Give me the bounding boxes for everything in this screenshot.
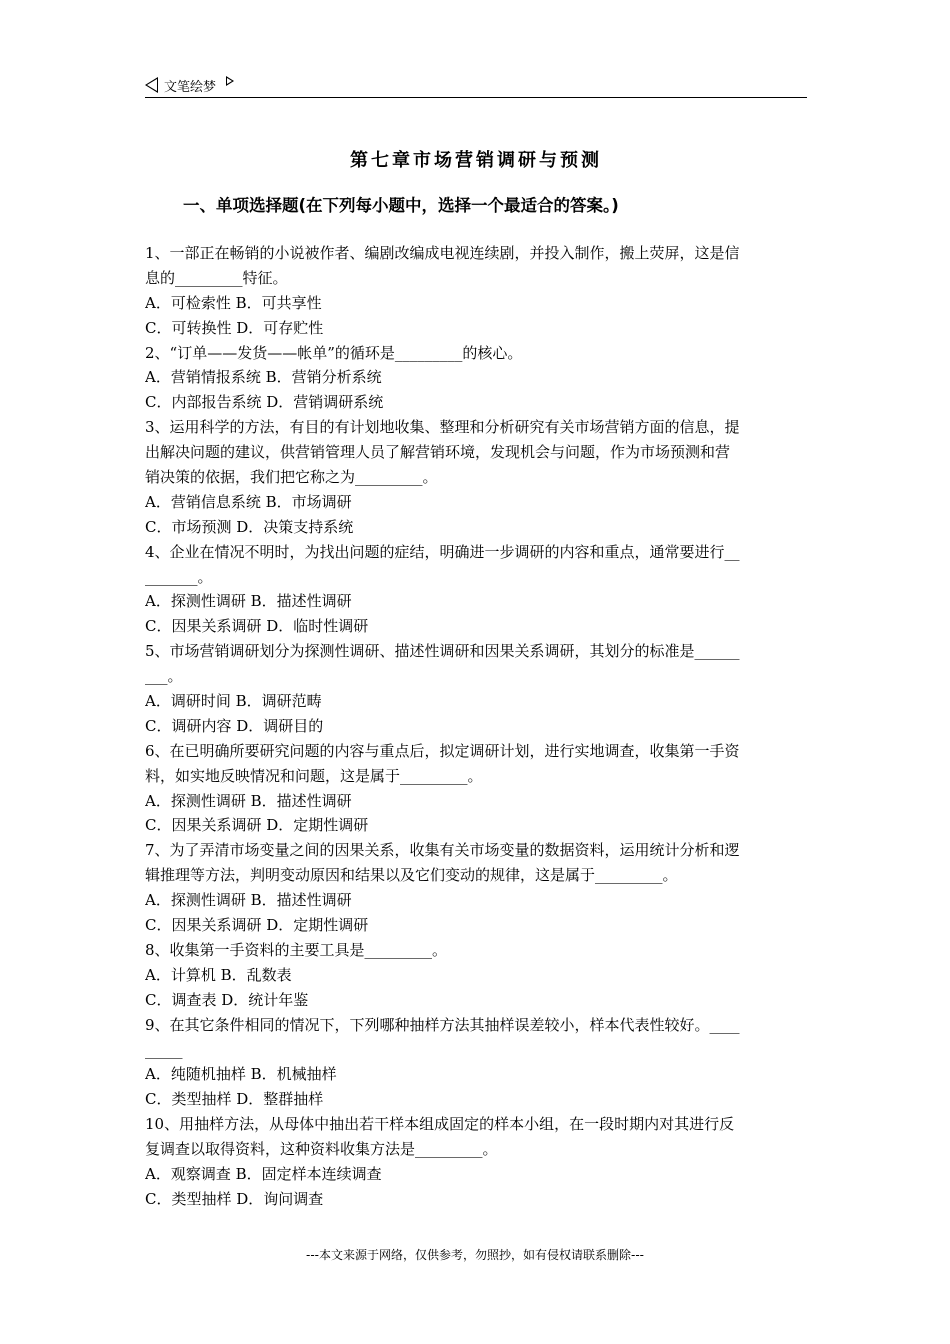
- text-line: A．观察调查 B．固定样本连续调查: [145, 1164, 382, 1183]
- section-heading: 一、单项选择题(在下列每小题中，选择一个最适合的答案。): [183, 196, 619, 215]
- text-line: 10、用抽样方法，从母体中抽出若干样本组成固定的样本小组，在一段时期内对其进行反: [145, 1115, 735, 1134]
- header-text: 文笔绘梦: [164, 79, 217, 95]
- question-list: [145, 241, 807, 1212]
- text-line: 销决策的依据，我们把它称之为_________。: [145, 468, 438, 487]
- text-line: C．调研内容 D．调研目的: [145, 716, 324, 735]
- text-line: C．因果关系调研 D．定期性调研: [145, 816, 369, 835]
- text-line: 9、在其它条件相同的情况下，下列哪种抽样方法其抽样误差较小，样本代表性较好。____: [145, 1015, 740, 1034]
- text-line: 息的_________特征。: [145, 268, 288, 287]
- text-line: 复调查以取得资料，这种资料收集方法是_________。: [145, 1140, 498, 1159]
- text-line: A．探测性调研 B．描述性调研: [145, 791, 352, 810]
- text-line: A．探测性调研 B．描述性调研: [145, 891, 352, 910]
- text-line: A．计算机 B．乱数表: [145, 965, 292, 984]
- text-line: 2、“订单——发货——帐单”的循环是_________的核心。: [145, 343, 523, 362]
- triangle-right-icon: [226, 76, 234, 86]
- text-line: _______。: [145, 567, 213, 586]
- page-footer: ---本文来源于网络，仅供参考，勿照抄，如有侵权请联系删除---: [306, 1248, 644, 1262]
- text-line: 出解决问题的建议，供营销管理人员了解营销环境，发现机会与问题，作为市场预测和营: [145, 443, 731, 462]
- text-line: 8、收集第一手资料的主要工具是_________。: [145, 940, 448, 959]
- text-line: A．探测性调研 B．描述性调研: [145, 592, 352, 611]
- chapter-title: 第七章市场营销调研与预测: [350, 150, 602, 171]
- text-line: ___。: [145, 667, 183, 686]
- text-line: 6、在已明确所要研究问题的内容与重点后，拟定调研计划，进行实地调查，收集第一手资: [145, 741, 740, 760]
- text-line: C．可转换性 D．可存贮性: [145, 318, 324, 337]
- text-line: A．营销情报系统 B．营销分析系统: [145, 368, 382, 387]
- text-line: 料，如实地反映情况和问题，这是属于_________。: [145, 766, 483, 785]
- text-line: C．内部报告系统 D．营销调研系统: [145, 393, 384, 412]
- page-header: [145, 74, 807, 96]
- text-line: 4、企业在情况不明时，为找出问题的症结，明确进一步调研的内容和重点，通常要进行__: [145, 542, 740, 561]
- text-line: C．市场预测 D．决策支持系统: [145, 517, 354, 536]
- text-line: C．因果关系调研 D．临时性调研: [145, 617, 369, 636]
- text-line: A．纯随机抽样 B．机械抽样: [145, 1065, 337, 1084]
- text-line: 1、一部正在畅销的小说被作者、编剧改编成电视连续剧，并投入制作，搬上荧屏，这是信: [145, 244, 740, 262]
- text-line: A．可检索性 B．可共享性: [145, 293, 322, 312]
- triangle-left-icon: [145, 77, 158, 93]
- text-line: 3、运用科学的方法，有目的有计划地收集、整理和分析研究有关市场营销方面的信息，提: [145, 418, 740, 437]
- text-line: C．因果关系调研 D．定期性调研: [145, 916, 369, 935]
- text-line: 7、为了弄清市场变量之间的因果关系，收集有关市场变量的数据资料，运用统计分析和逻: [145, 841, 740, 860]
- text-line: _____: [145, 1040, 183, 1059]
- text-line: 5、市场营销调研划分为探测性调研、描述性调研和因果关系调研，其划分的标准是______: [145, 642, 740, 661]
- text-line: C．类型抽样 D．询问调查: [145, 1189, 324, 1208]
- text-line: C．调查表 D．统计年鉴: [145, 990, 309, 1009]
- text-line: A．营销信息系统 B．市场调研: [145, 492, 352, 511]
- text-line: C．类型抽样 D．整群抽样: [145, 1090, 324, 1109]
- text-line: A．调研时间 B．调研范畴: [145, 692, 322, 711]
- header-divider: [145, 97, 807, 98]
- text-line: 辑推理等方法，判明变动原因和结果以及它们变动的规律，这是属于_________。: [145, 866, 678, 885]
